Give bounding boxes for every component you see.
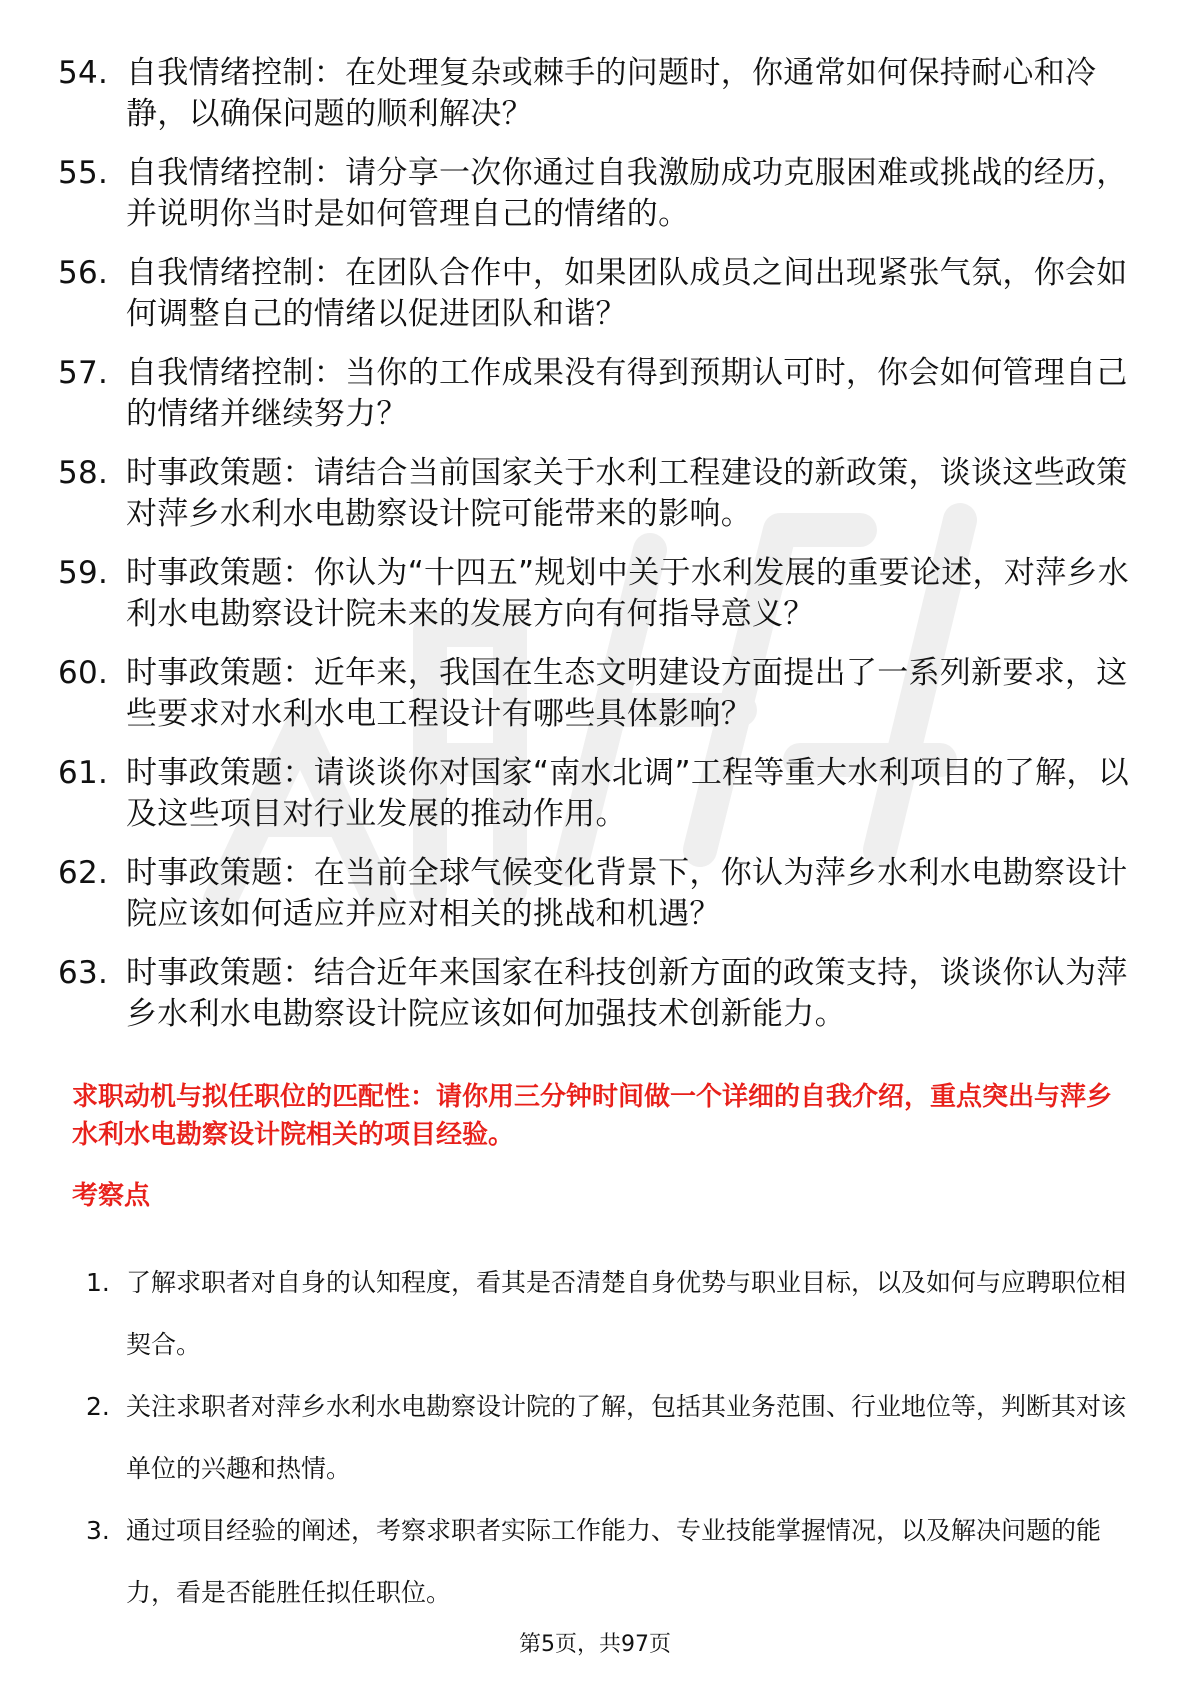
point-number: 2. <box>86 1392 110 1421</box>
point-text: 关注求职者对萍乡水利水电勘察设计院的了解，包括其业务范围、行业地位等，判断其对该单位的兴趣和热情。 <box>126 1392 1127 1483</box>
question-number: 57. <box>58 355 109 391</box>
list-item <box>86 1376 1126 1500</box>
question-number: 56. <box>58 255 109 291</box>
question-item <box>58 53 1138 135</box>
question-number: 61. <box>58 755 109 791</box>
point-text: 通过项目经验的阐述，考察求职者实际工作能力、专业技能掌握情况，以及解决问题的能力，看是否能胜任拟任职位。 <box>126 1516 1102 1607</box>
question-number: 54. <box>58 55 109 91</box>
question-text: 时事政策题：请结合当前国家关于水利工程建设的新政策，谈谈这些政策对萍乡水利水电勘察设计院可能带来的影响。 <box>126 455 1128 532</box>
section-title: 考察点 <box>72 1181 151 1211</box>
question-item <box>58 253 1138 335</box>
question-item <box>58 853 1138 935</box>
question-item <box>58 753 1138 835</box>
question-text: 时事政策题：在当前全球气候变化背景下，你认为萍乡水利水电勘察设计院应该如何适应并应对相关的挑战和机遇？ <box>126 855 1128 932</box>
point-text: 了解求职者对自身的认知程度，看其是否清楚自身优势与职业目标，以及如何与应聘职位相契合。 <box>126 1268 1127 1359</box>
question-text: 时事政策题：近年来，我国在生态文明建设方面提出了一系列新要求，这些要求对水利水电工程设计有哪些具体影响？ <box>126 655 1128 732</box>
question-item <box>58 553 1138 635</box>
question-item <box>58 953 1138 1035</box>
question-item <box>58 353 1138 435</box>
point-number: 1. <box>86 1268 110 1297</box>
question-text: 时事政策题：结合近年来国家在科技创新方面的政策支持，谈谈你认为萍乡水利水电勘察设计院应该如何加强技术创新能力。 <box>126 955 1128 1032</box>
question-list <box>58 53 1138 1053</box>
question-text: 自我情绪控制：在团队合作中，如果团队成员之间出现紧张气氛，你会如何调整自己的情绪以促进团队和谐？ <box>126 255 1128 332</box>
point-number: 3. <box>86 1516 110 1545</box>
question-number: 63. <box>58 955 109 991</box>
question-text: 自我情绪控制：请分享一次你通过自我激励成功克服困难或挑战的经历，并说明你当时是如何管理自己的情绪的。 <box>126 155 1128 232</box>
question-item <box>58 653 1138 735</box>
highlight-question: 求职动机与拟任职位的匹配性：请你用三分钟时间做一个详细的自我介绍，重点突出与萍乡水利水电勘察设计院相关的项目经验。 <box>72 1082 1113 1150</box>
question-item <box>58 453 1138 535</box>
evaluation-points-list <box>86 1252 1126 1624</box>
question-text: 自我情绪控制：当你的工作成果没有得到预期认可时，你会如何管理自己的情绪并继续努力？ <box>126 355 1128 432</box>
question-number: 55. <box>58 155 109 191</box>
question-item <box>58 153 1138 235</box>
question-number: 60. <box>58 655 109 691</box>
list-item <box>86 1252 1126 1376</box>
page-footer: 第5页，共97页 <box>519 1632 671 1657</box>
question-number: 58. <box>58 455 109 491</box>
question-text: 自我情绪控制：在处理复杂或棘手的问题时，你通常如何保持耐心和冷静，以确保问题的顺利解决？ <box>126 55 1097 132</box>
question-number: 62. <box>58 855 109 891</box>
list-item <box>86 1500 1126 1624</box>
question-text: 时事政策题：请谈谈你对国家“南水北调”工程等重大水利项目的了解，以及这些项目对行业发展的推动作用。 <box>126 755 1130 832</box>
question-text: 时事政策题：你认为“十四五”规划中关于水利发展的重要论述，对萍乡水利水电勘察设计院未来的发展方向有何指导意义？ <box>126 555 1130 632</box>
question-number: 59. <box>58 555 109 591</box>
